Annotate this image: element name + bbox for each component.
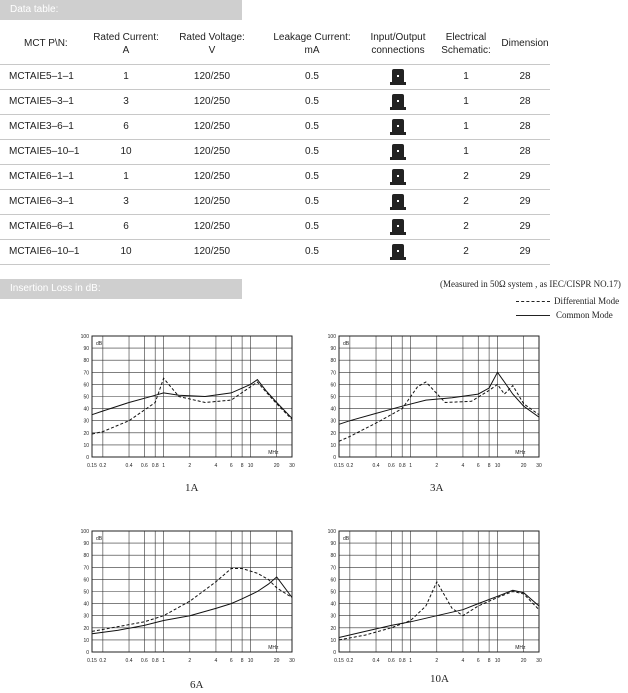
rated-current-cell: 10	[88, 239, 164, 264]
x-tick-label: 0.4	[125, 658, 133, 664]
y-tick-label: 40	[330, 601, 336, 608]
part-number-cell: MCTAIE5–10–1	[0, 139, 88, 164]
y-tick-label: 30	[83, 613, 89, 620]
rated-current-cell: 3	[88, 189, 164, 214]
table-header-row	[0, 24, 550, 64]
y-tick-label: 90	[83, 541, 89, 548]
x-tick-label: 8	[487, 463, 491, 469]
leakage-current-cell: 0.5	[260, 139, 364, 164]
y-tick-label: 80	[83, 553, 89, 560]
connector-icon	[392, 219, 404, 235]
header-leakage-current: Leakage Current: mA	[273, 31, 351, 56]
header-schematic: Electrical Schematic:	[441, 31, 491, 56]
y-tick-label: 30	[330, 613, 336, 620]
x-tick-label: 10	[494, 658, 501, 664]
chart-1a	[75, 332, 305, 474]
y-tick-label: 30	[330, 418, 336, 425]
x-tick-label: 30	[536, 463, 542, 469]
data-table	[0, 24, 550, 265]
part-number-cell: MCTAIE6–10–1	[0, 239, 88, 264]
leakage-current-cell: 0.5	[260, 189, 364, 214]
io-connection-cell	[364, 214, 432, 239]
dimension-cell: 28	[500, 114, 550, 139]
y-tick-label: 0	[333, 650, 336, 656]
dimension-cell: 28	[500, 89, 550, 114]
y-tick-label: 0	[86, 455, 89, 461]
connector-icon	[392, 69, 404, 85]
schematic-cell: 1	[432, 114, 500, 139]
y-axis-label: dB	[343, 536, 350, 542]
x-tick-label: 0.8	[398, 463, 406, 469]
x-tick-label: 0.2	[99, 463, 107, 469]
measurement-note: (Measured in 50Ω system , as IEC/CISPR NO.17)	[440, 279, 621, 289]
x-tick-label: 1	[162, 463, 166, 469]
table-row	[0, 214, 550, 239]
y-tick-label: 100	[327, 529, 336, 535]
y-tick-label: 0	[86, 650, 89, 656]
chart-6a	[75, 527, 305, 669]
connector-icon	[392, 169, 404, 185]
header-io-connections: Input/Output connections	[370, 31, 426, 56]
x-tick-label: 10	[494, 463, 501, 469]
x-tick-label: 8	[240, 658, 244, 664]
x-tick-label: 0.8	[151, 463, 159, 469]
y-axis-label: dB	[343, 341, 350, 347]
leakage-current-cell: 0.5	[260, 164, 364, 189]
x-tick-label: 0.6	[140, 658, 148, 664]
io-connection-cell	[364, 89, 432, 114]
connector-icon	[392, 194, 404, 210]
y-tick-label: 90	[83, 346, 89, 353]
x-tick-label: 0.15	[87, 658, 97, 664]
y-tick-label: 100	[327, 334, 336, 340]
x-tick-label: 0.6	[387, 658, 395, 664]
common-mode-line	[92, 380, 292, 419]
io-connection-cell	[364, 114, 432, 139]
x-tick-label: 0.6	[140, 463, 148, 469]
y-tick-label: 60	[330, 382, 336, 389]
dimension-cell: 29	[500, 239, 550, 264]
part-number-cell: MCTAIE3–6–1	[0, 114, 88, 139]
y-tick-label: 90	[330, 346, 336, 353]
y-tick-label: 40	[83, 601, 89, 608]
rated-voltage-cell: 120/250	[164, 164, 260, 189]
x-tick-label: 1	[162, 658, 166, 664]
x-tick-label: 4	[461, 463, 465, 469]
table-row	[0, 239, 550, 264]
x-tick-label: 2	[435, 463, 439, 469]
solid-line-swatch	[516, 315, 550, 316]
leakage-current-cell: 0.5	[260, 239, 364, 264]
y-tick-label: 100	[80, 334, 89, 340]
x-tick-label: 0.4	[372, 463, 380, 469]
schematic-cell: 1	[432, 64, 500, 89]
x-tick-label: 4	[461, 658, 465, 664]
y-tick-label: 20	[83, 625, 89, 632]
x-tick-label: 0.8	[398, 658, 406, 664]
part-number-cell: MCTAIE5–1–1	[0, 64, 88, 89]
y-axis-label: dB	[96, 536, 103, 542]
rated-voltage-cell: 120/250	[164, 239, 260, 264]
chart-10a	[322, 527, 552, 669]
x-axis-label: MHz	[515, 645, 526, 651]
y-tick-label: 70	[330, 565, 336, 572]
rated-voltage-cell: 120/250	[164, 214, 260, 239]
differential-mode-line	[339, 382, 539, 441]
y-tick-label: 40	[83, 406, 89, 413]
x-tick-label: 4	[214, 463, 218, 469]
insertion-loss-section-header: Insertion Loss in dB:	[0, 279, 242, 299]
part-number-cell: MCTAIE5–3–1	[0, 89, 88, 114]
legend-differential: Differential Mode	[516, 296, 619, 306]
x-tick-label: 10	[247, 658, 254, 664]
dashed-line-swatch	[516, 301, 550, 302]
y-tick-label: 0	[333, 455, 336, 461]
y-tick-label: 70	[83, 565, 89, 572]
y-tick-label: 100	[80, 529, 89, 535]
y-tick-label: 80	[83, 358, 89, 365]
x-tick-label: 20	[520, 658, 527, 664]
y-tick-label: 90	[330, 541, 336, 548]
chart-title-10a: 10A	[430, 673, 449, 685]
legend-common: Common Mode	[516, 310, 613, 320]
y-tick-label: 60	[83, 382, 89, 389]
common-mode-line	[339, 590, 539, 637]
differential-mode-line	[92, 569, 292, 632]
x-tick-label: 0.2	[346, 658, 354, 664]
rated-voltage-cell: 120/250	[164, 139, 260, 164]
connector-icon	[392, 244, 404, 260]
x-tick-label: 0.15	[334, 463, 344, 469]
x-tick-label: 20	[273, 463, 280, 469]
y-tick-label: 60	[330, 577, 336, 584]
leakage-current-cell: 0.5	[260, 114, 364, 139]
rated-voltage-cell: 120/250	[164, 64, 260, 89]
chart-title-6a: 6A	[190, 679, 204, 691]
x-tick-label: 2	[435, 658, 439, 664]
leakage-current-cell: 0.5	[260, 214, 364, 239]
x-tick-label: 6	[476, 658, 480, 664]
chart-title-3a: 3A	[430, 482, 444, 494]
dimension-cell: 28	[500, 64, 550, 89]
table-row	[0, 114, 550, 139]
io-connection-cell	[364, 64, 432, 89]
part-number-cell: MCTAIE6–1–1	[0, 164, 88, 189]
part-number-cell: MCTAIE6–6–1	[0, 214, 88, 239]
x-axis-label: MHz	[268, 450, 279, 456]
rated-current-cell: 6	[88, 214, 164, 239]
connector-icon	[392, 144, 404, 160]
chart-grid	[92, 531, 292, 652]
x-tick-label: 30	[289, 463, 295, 469]
common-mode-line	[92, 577, 292, 634]
x-axis-label: MHz	[515, 450, 526, 456]
x-tick-label: 8	[240, 463, 244, 469]
y-tick-label: 80	[330, 553, 336, 560]
x-tick-label: 0.6	[387, 463, 395, 469]
part-number-cell: MCTAIE6–3–1	[0, 189, 88, 214]
y-tick-label: 10	[330, 442, 336, 449]
y-tick-label: 20	[330, 625, 336, 632]
leakage-current-cell: 0.5	[260, 89, 364, 114]
header-dimension: Dimension	[501, 38, 549, 50]
y-tick-label: 10	[330, 637, 336, 644]
y-tick-label: 10	[83, 442, 89, 449]
x-tick-label: 0.15	[87, 463, 97, 469]
y-tick-label: 10	[83, 637, 89, 644]
x-tick-label: 10	[247, 463, 254, 469]
x-tick-label: 1	[409, 463, 413, 469]
x-tick-label: 4	[214, 658, 218, 664]
table-row	[0, 189, 550, 214]
x-tick-label: 30	[289, 658, 295, 664]
table-row	[0, 164, 550, 189]
x-tick-label: 6	[476, 463, 480, 469]
y-tick-label: 50	[83, 394, 89, 401]
table-row	[0, 139, 550, 164]
y-tick-label: 50	[83, 589, 89, 596]
header-part-number: MCT P\N:	[24, 38, 68, 50]
x-tick-label: 0.15	[334, 658, 344, 664]
rated-voltage-cell: 120/250	[164, 89, 260, 114]
x-tick-label: 0.8	[151, 658, 159, 664]
header-rated-current: Rated Current: A	[93, 31, 159, 56]
x-tick-label: 2	[188, 463, 192, 469]
chart-title-1a: 1A	[185, 482, 199, 494]
dimension-cell: 29	[500, 214, 550, 239]
rated-current-cell: 6	[88, 114, 164, 139]
table-row	[0, 64, 550, 89]
dimension-cell: 28	[500, 139, 550, 164]
schematic-cell: 1	[432, 89, 500, 114]
x-tick-label: 30	[536, 658, 542, 664]
schematic-cell: 1	[432, 139, 500, 164]
connector-icon	[392, 119, 404, 135]
common-mode-line	[339, 372, 539, 424]
differential-mode-line	[92, 378, 292, 434]
schematic-cell: 2	[432, 239, 500, 264]
x-tick-label: 6	[229, 658, 233, 664]
io-connection-cell	[364, 189, 432, 214]
y-tick-label: 70	[330, 370, 336, 377]
rated-voltage-cell: 120/250	[164, 189, 260, 214]
y-tick-label: 60	[83, 577, 89, 584]
x-axis-label: MHz	[268, 645, 279, 651]
leakage-current-cell: 0.5	[260, 64, 364, 89]
schematic-cell: 2	[432, 164, 500, 189]
x-tick-label: 6	[229, 463, 233, 469]
chart-grid	[92, 336, 292, 457]
y-tick-label: 20	[83, 430, 89, 437]
rated-current-cell: 3	[88, 89, 164, 114]
data-table-section-header: Data table:	[0, 0, 242, 20]
x-tick-label: 20	[273, 658, 280, 664]
connector-icon	[392, 94, 404, 110]
x-tick-label: 0.2	[346, 463, 354, 469]
x-tick-label: 0.2	[99, 658, 107, 664]
x-tick-label: 1	[409, 658, 413, 664]
schematic-cell: 2	[432, 214, 500, 239]
x-tick-label: 0.4	[372, 658, 380, 664]
y-tick-label: 30	[83, 418, 89, 425]
rated-current-cell: 10	[88, 139, 164, 164]
y-tick-label: 70	[83, 370, 89, 377]
dimension-cell: 29	[500, 164, 550, 189]
io-connection-cell	[364, 164, 432, 189]
chart-3a	[322, 332, 552, 474]
x-tick-label: 2	[188, 658, 192, 664]
rated-current-cell: 1	[88, 64, 164, 89]
y-tick-label: 50	[330, 394, 336, 401]
x-tick-label: 8	[487, 658, 491, 664]
differential-mode-line	[339, 582, 539, 640]
rated-current-cell: 1	[88, 164, 164, 189]
io-connection-cell	[364, 139, 432, 164]
y-axis-label: dB	[96, 341, 103, 347]
y-tick-label: 20	[330, 430, 336, 437]
x-tick-label: 0.4	[125, 463, 133, 469]
table-row	[0, 89, 550, 114]
y-tick-label: 50	[330, 589, 336, 596]
schematic-cell: 2	[432, 189, 500, 214]
dimension-cell: 29	[500, 189, 550, 214]
header-rated-voltage: Rated Voltage: V	[179, 31, 245, 56]
y-tick-label: 40	[330, 406, 336, 413]
x-tick-label: 20	[520, 463, 527, 469]
y-tick-label: 80	[330, 358, 336, 365]
rated-voltage-cell: 120/250	[164, 114, 260, 139]
io-connection-cell	[364, 239, 432, 264]
